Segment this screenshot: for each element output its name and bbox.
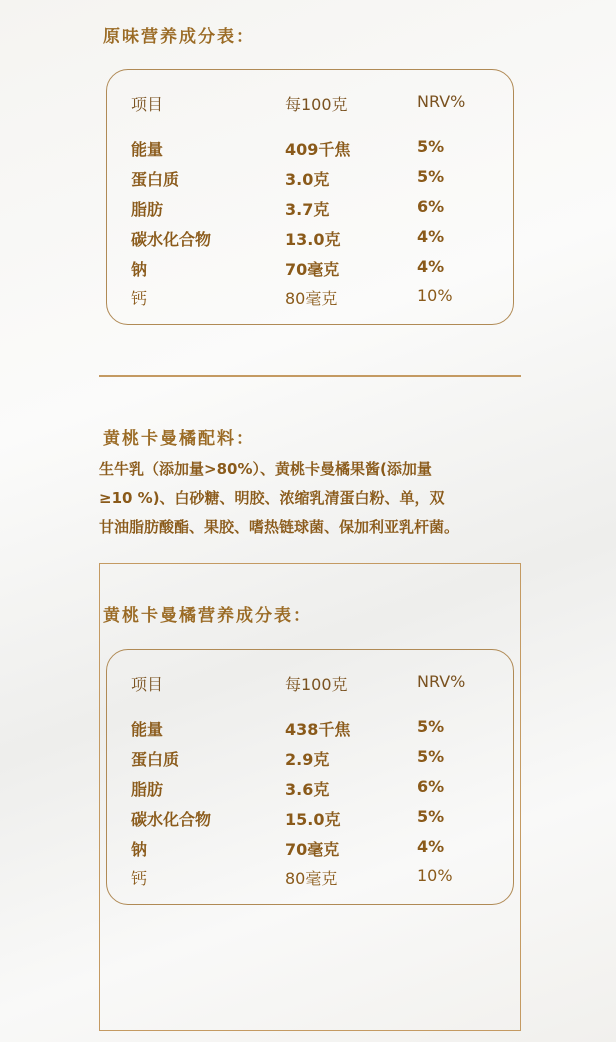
row-amount: 409千焦 <box>285 140 351 159</box>
row-amount: 70毫克 <box>285 840 340 859</box>
section-divider <box>99 375 521 377</box>
frame-border-top <box>99 563 521 564</box>
row-nrv: 10% <box>417 866 453 885</box>
row-nrv: 4% <box>417 227 445 246</box>
table-header <box>107 672 513 696</box>
row-amount: 13.0克 <box>285 230 341 249</box>
header-per100g: 每100克 <box>285 675 348 694</box>
table-row <box>107 137 513 161</box>
table-row <box>107 866 513 890</box>
table-row <box>107 257 513 281</box>
row-amount: 15.0克 <box>285 810 341 829</box>
row-nrv: 5% <box>417 167 445 186</box>
row-amount: 3.7克 <box>285 200 330 219</box>
row-label: 碳水化合物 <box>131 810 212 829</box>
row-amount: 70毫克 <box>285 260 340 279</box>
ingredients-text <box>99 455 559 542</box>
row-nrv: 5% <box>417 747 445 766</box>
row-nrv: 4% <box>417 837 445 856</box>
row-label: 脂肪 <box>131 200 164 219</box>
peach-nutrition-table <box>106 649 514 905</box>
header-nrv: NRV% <box>417 92 466 111</box>
row-amount: 2.9克 <box>285 750 330 769</box>
row-label: 脂肪 <box>131 780 164 799</box>
peach-table-title: 黄桃卡曼橘营养成分表： <box>103 606 312 626</box>
header-nrv: NRV% <box>417 672 466 691</box>
table-row <box>107 747 513 771</box>
frame-border-left <box>99 563 100 1030</box>
row-nrv: 10% <box>417 286 453 305</box>
table-row <box>107 837 513 861</box>
row-label: 能量 <box>131 720 164 739</box>
row-amount: 3.0克 <box>285 170 330 189</box>
table-row <box>107 167 513 191</box>
row-nrv: 5% <box>417 717 445 736</box>
row-nrv: 4% <box>417 257 445 276</box>
row-amount: 80毫克 <box>285 869 338 888</box>
ingredients-title: 黄桃卡曼橘配料： <box>103 429 255 449</box>
table-header <box>107 92 513 116</box>
frame-border-bottom <box>99 1030 521 1031</box>
row-label: 能量 <box>131 140 164 159</box>
row-nrv: 6% <box>417 777 445 796</box>
ingredients-line: 甘油脂肪酸酯、果胶、嗜热链球菌、保加利亚乳杆菌。 <box>99 518 460 536</box>
table-row <box>107 197 513 221</box>
row-amount: 80毫克 <box>285 289 338 308</box>
table-row <box>107 286 513 310</box>
row-amount: 3.6克 <box>285 780 330 799</box>
row-amount: 438千焦 <box>285 720 351 739</box>
row-label: 蛋白质 <box>131 750 180 769</box>
frame-border-right <box>520 563 521 1030</box>
table-row <box>107 717 513 741</box>
ingredients-line: 生牛乳（添加量>80%）、黄桃卡曼橘果酱(添加量 <box>99 460 432 478</box>
header-per100g: 每100克 <box>285 95 348 114</box>
row-label: 钙 <box>131 869 148 888</box>
original-nutrition-table <box>106 69 514 325</box>
row-label: 钠 <box>131 260 148 279</box>
row-nrv: 5% <box>417 137 445 156</box>
original-table-title: 原味营养成分表： <box>103 27 255 47</box>
table-row <box>107 777 513 801</box>
row-nrv: 6% <box>417 197 445 216</box>
row-label: 钠 <box>131 840 148 859</box>
table-row <box>107 227 513 251</box>
header-item: 项目 <box>131 95 164 114</box>
row-label: 蛋白质 <box>131 170 180 189</box>
row-label: 碳水化合物 <box>131 230 212 249</box>
row-nrv: 5% <box>417 807 445 826</box>
row-label: 钙 <box>131 289 148 308</box>
header-item: 项目 <box>131 675 164 694</box>
table-row <box>107 807 513 831</box>
ingredients-line: ≥10 %)、白砂糖、明胶、浓缩乳清蛋白粉、单，双 <box>99 489 445 507</box>
